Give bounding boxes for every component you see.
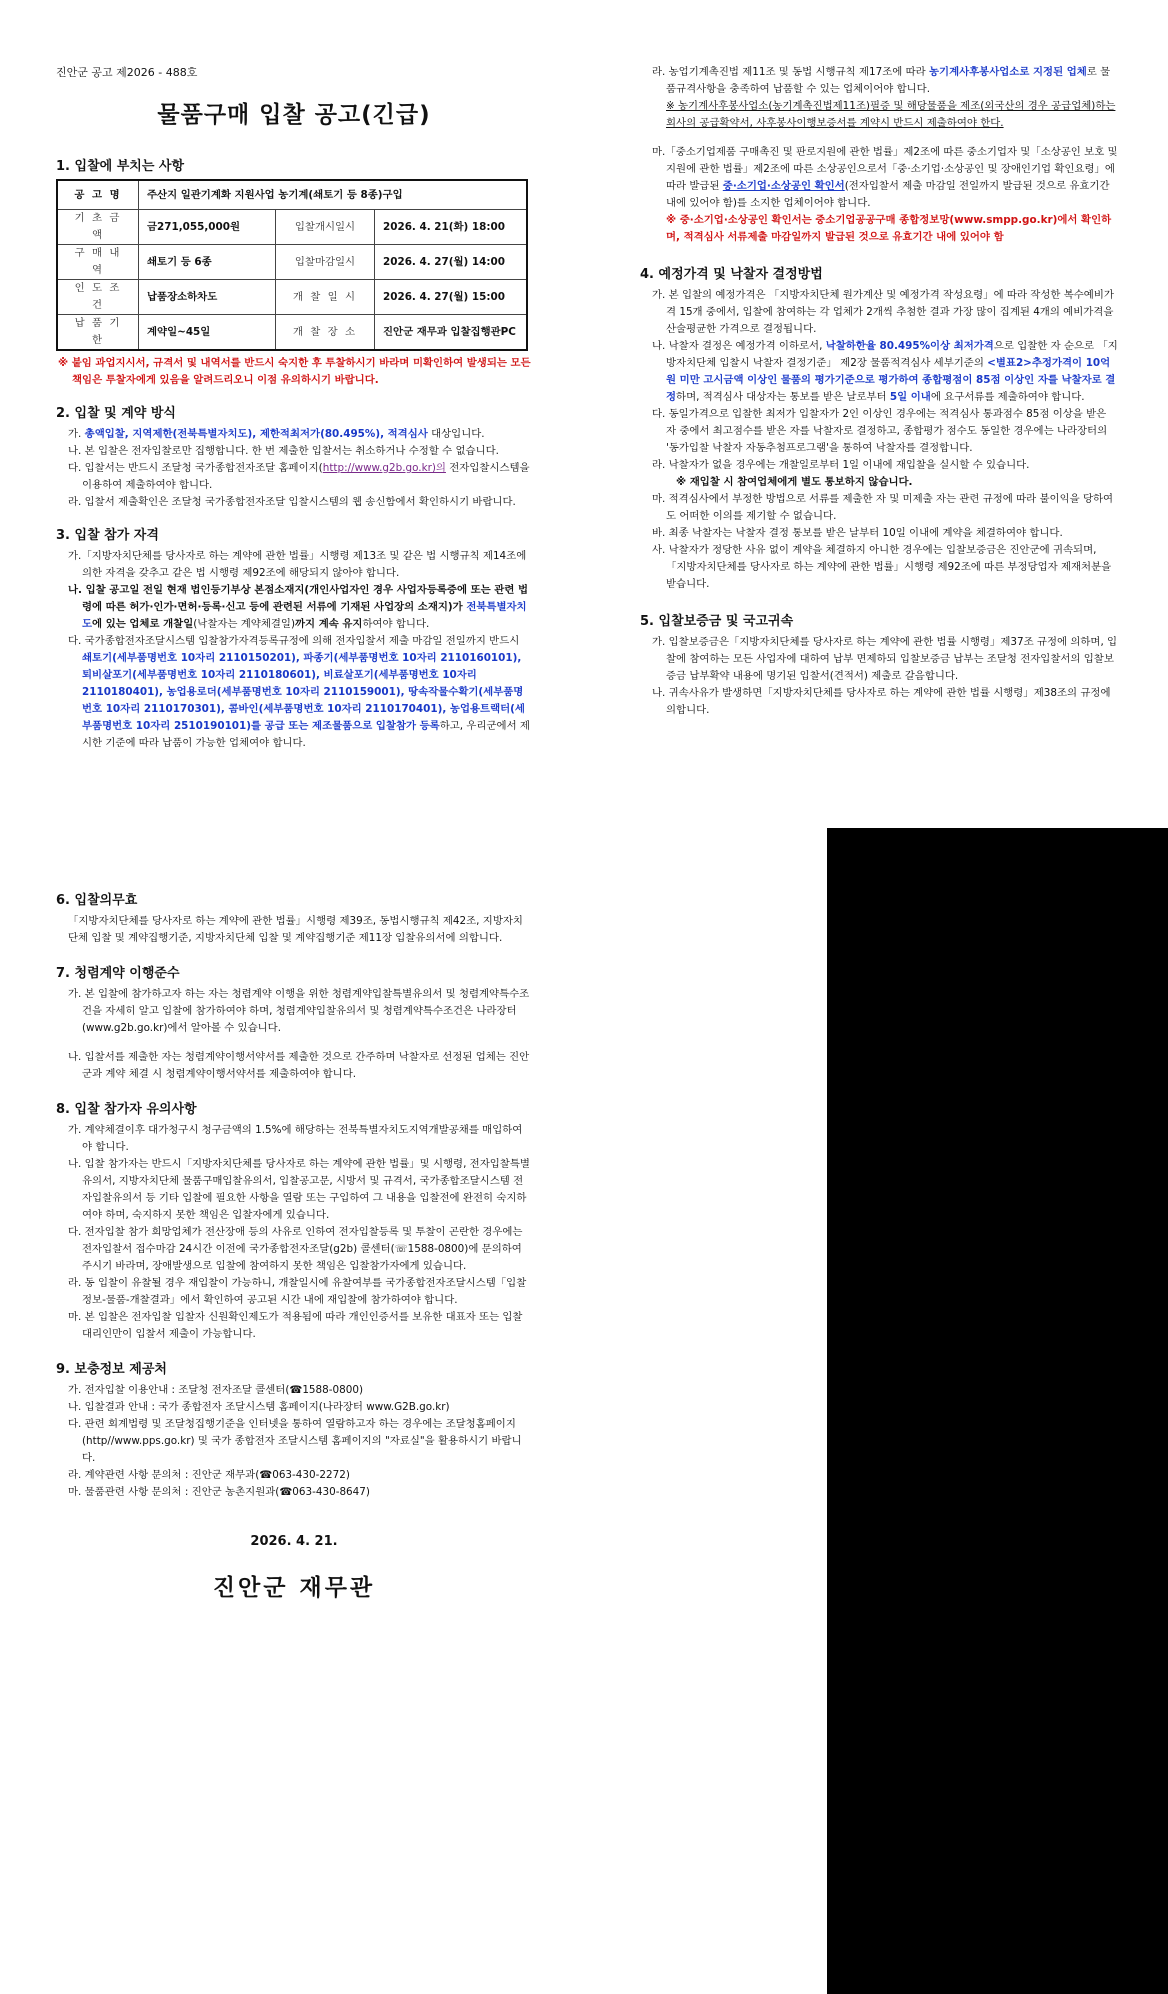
section-2-heading: 2. 입찰 및 계약 방식: [56, 406, 176, 421]
evaluation-criteria: <별표2>추정가격이 10억원 미만 고시금액 이상인 물품의 평가기준으로 평가하여 종합평점이 85점 이상인 자를 낙찰자로 결정: [666, 357, 1116, 403]
service-center: 농기계사후봉사업소로 지정된 업체: [929, 66, 1087, 78]
spacer: [640, 132, 1118, 144]
g2b-link[interactable]: http://www.g2b.go.kr)의: [322, 462, 446, 474]
table-header-cell: 개 찰 일 시: [276, 280, 375, 315]
section-9-item-ma: 마. 물품관련 사항 문의처 : 진안군 농촌지원과(☎063-430-8647): [68, 1486, 370, 1498]
section-8-item-da: 다. 전자입찰 참가 희망업체가 전산장애 등의 사유로 인하여 전자입찰등록 및 투찰이 곤란한 경우에는 전자입찰서 접수마감 24시간 이전에 국가종합전자조달(g2b) 콜센터(☏1588-0800)에 문의하여 주시기 바라며, 장애발생으로 입찰에 참여하지 못한 책임은 입찰참가자에게 있습니다.: [68, 1226, 523, 1272]
sme-certificate: 중·소기업·소상공인 확인서: [722, 180, 845, 192]
text: 에 요구서류를 제출하여야 합니다.: [930, 391, 1085, 403]
text: 로 물품규격사항을 충족하여 납품할 수 있는 업체이어야 합니다.: [666, 66, 1111, 95]
section-4-item-ra: 라. 낙찰자가 없을 경우에는 개찰일로부터 1일 이내에 재입찰을 실시할 수 있습니다.: [652, 459, 1030, 471]
text: (낙찰자는 계약체결일): [193, 618, 295, 630]
left-column: [56, 64, 532, 752]
purchase-items: 쇄토기 등 6종: [139, 245, 276, 280]
issuing-organization: 진안군 재무관: [212, 1575, 376, 1601]
redaction-block: [827, 828, 1168, 1994]
section-8-item-ma: 마. 본 입찰은 전자입찰 입찰자 신원확인제도가 적용됨에 따라 개인인증서를 보유한 대표자 또는 입찰대리인만이 입찰서 제출이 가능합니다.: [68, 1311, 523, 1340]
document-title: 물품구매 입찰 공고(긴급): [157, 102, 431, 128]
text: 전자입찰시스템을 이용하여 제출하여야 합니다.: [82, 462, 530, 491]
table-header-cell: 입찰마감일시: [276, 245, 375, 280]
text: 대상입니다.: [427, 428, 485, 440]
text: 하며, 적격심사 대상자는 통보를 받은 날로부터: [676, 391, 890, 403]
table-header-cell: 인 도 조 건: [57, 280, 139, 315]
section-5-item-na: 나. 귀속사유가 발생하면「지방자치단체를 당사자로 하는 계약에 관한 법률 시행령」제38조의 규정에 의합니다.: [652, 687, 1111, 716]
right-column: [640, 64, 1118, 719]
section-6-heading: 6. 입찰의무효: [56, 893, 138, 908]
announcement-name: 주산지 일관기계화 지원사업 농기계(쇄토기 등 8종)구입: [139, 180, 528, 210]
section-3-item-ma-note: ※ 중·소기업·소상공인 확인서는 중소기업공공구매 종합정보망(www.smpp.go.kr)에서 확인하며, 적격심사 서류제출 마감일까지 발급된 것으로 유효기간 내에 있어야 함: [666, 214, 1112, 243]
bid-info-table: [56, 179, 528, 351]
table-header-cell: 납 품 기 한: [57, 315, 139, 351]
lower-limit-rate: 낙찰하한율 80.495%이상 최저가격: [825, 340, 994, 352]
section-4-item-sa: 사. 낙찰자가 정당한 사유 없이 계약을 체결하지 아니한 경우에는 입찰보증금은 진안군에 귀속되며, 「지방자치단체를 당사자로 하는 계약에 관한 법률」시행령 제92조에 따른 부정당업자 제재처분을 받습니다.: [652, 544, 1112, 590]
delivery-deadline: 계약일~45일: [139, 315, 276, 351]
table-header-cell: 입찰개시일시: [276, 210, 375, 245]
section-7-item-ga: 가. 본 입찰에 참가하고자 하는 자는 청렴계약 이행을 위한 청렴계약입찰특별유의서 및 청렴계약특수조건을 자세히 알고 입찰에 참가하여야 하며, 청렴계약입찰유의서 및 청렴계약특수조건은 나라장터(www.g2b.go.kr)에서 알아볼 수 있습니다.: [68, 988, 530, 1034]
section-3-item-ma: [640, 144, 1118, 212]
section-4-item-ra-note: ※ 재입찰 시 참여업체에게 별도 통보하지 않습니다.: [676, 476, 913, 488]
text: 까지 계속 유지: [295, 618, 363, 630]
text: 나. 입찰 공고일 전일 현재 법인등기부상 본점소재지(개인사업자인 경우 사업자등록증에 또는 관련 법령에 따른 허가·인가·면허·등록·신고 등에 관련된 서류에 기재된 사업장의 소재지)가: [68, 584, 529, 613]
table-header-cell: 구 매 내 역: [57, 245, 139, 280]
bid-close-datetime: 2026. 4. 27(월) 14:00: [375, 245, 528, 280]
region: 전북특별자치도: [82, 601, 527, 630]
section-8-item-ra: 라. 동 입찰이 유찰될 경우 재입찰이 가능하니, 개찰일시에 유찰여부를 국가종합전자조달시스템「입찰정보-물품-개찰결과」에서 확인하여 공고된 시간 내에 재입찰에 참가하여야 합니다.: [68, 1277, 527, 1306]
table-row: [57, 280, 527, 315]
opening-place: 진안군 재무과 입찰집행관PC: [375, 315, 528, 351]
table-header-cell: 기 초 금 액: [57, 210, 139, 245]
table-header-cell: 개 찰 장 소: [276, 315, 375, 351]
section-4-item-ga: 가. 본 입찰의 예정가격은 「지방자치단체 원가계산 및 예정가격 작성요령」에 따라 작성한 복수예비가격 15개 중에서, 입찰에 참여하는 각 업체가 2개씩 추첨한 결과 가장 많이 집계된 4개의 예비가격을 산술평균한 가격으로 결정됩니다.: [652, 289, 1114, 335]
notice-number: 진안군 공고 제2026 - 488호: [56, 66, 198, 79]
section-2-item-na: 나. 본 입찰은 전자입찰로만 집행합니다. 한 번 제출한 입찰서는 취소하거나 수정할 수 없습니다.: [68, 445, 499, 457]
bid-start-datetime: 2026. 4. 21(화) 18:00: [375, 210, 528, 245]
text: 하여야 합니다.: [362, 618, 430, 630]
section-2-item-da: [56, 460, 532, 494]
product-codes: 쇄토기(세부품명번호 10자리 2110150201), 파종기(세부품명번호 10자리 2110160101), 퇴비살포기(세부품명번호 10자리 2110180601), 비료살포기(세부품명번호 10자리 2110180401), 농업용로더(세부품명번호 10자리 2110159001), 땅속작물수확기(세부품명번호 10자리 2110170301), 콤바인(세부품명번호 10자리 2110170401), 농업용트랙터(세부품명번호 10자리 2510190101)를 공급 또는 제조물품으로 입찰참가 등록: [82, 652, 525, 732]
section-8-item-ga: 가. 계약체결이후 대가청구시 청구금액의 1.5%에 해당하는 전북특별자치도지역개발공채를 매입하여야 합니다.: [68, 1124, 523, 1153]
section-6-body: 「지방자치단체를 당사자로 하는 계약에 관한 법률」시행령 제39조, 동법시행규칙 제42조, 지방자치단체 입찰 및 계약집행기준, 지방자치단체 입찰 및 계약집행기준 제11장 입찰유의서에 의합니다.: [68, 915, 523, 944]
text: 나. 낙찰자 결정은 예정가격 이하로서,: [652, 340, 826, 352]
section-3-item-ra: [640, 64, 1118, 98]
table-row: [57, 210, 527, 245]
table-row: [57, 245, 527, 280]
contract-method: 총액입찰, 지역제한(전북특별자치도), 제한적최저가(80.495%), 적격심사: [84, 428, 428, 440]
section-8-heading: 8. 입찰 참가자 유의사항: [56, 1102, 197, 1117]
section-8-item-na: 나. 입찰 참가자는 반드시「지방자치단체를 당사자로 하는 계약에 관한 법률」및 시행령, 전자입찰특별유의서, 지방자치단체 물품구매입찰유의서, 입찰공고문, 시방서 및 규격서, 국가종합조달시스템 전자입찰유의서 등 기타 입찰에 필요한 사항을 열람 또는 구입하여 그 내용을 입찰전에 완전히 숙지하여야 하며, 숙지하지 못한 책임은 입찰자에게 있습니다.: [68, 1158, 530, 1221]
table-header-cell: 공 고 명: [57, 180, 139, 210]
section-9-heading: 9. 보충정보 제공처: [56, 1362, 167, 1377]
section-4-item-na: [640, 338, 1118, 406]
section-1-warning: ※ 붙임 과업지시서, 규격서 및 내역서를 반드시 숙지한 후 투찰하시기 바라며 미확인하여 발생되는 모든 책임은 투찰자에게 있음을 알려드리오니 이점 유의하시기 바랍니다.: [58, 357, 531, 386]
section-3-item-da: [56, 633, 532, 752]
section-9-item-ra: 라. 계약관련 사항 문의처 : 진안군 재무과(☎063-430-2272): [68, 1469, 350, 1481]
section-4-item-ma: 마. 적격심사에서 부정한 방법으로 서류를 제출한 자 및 미제출 자는 관련 규정에 따라 불이익을 당하여도 어떠한 이의를 제기할 수 없습니다.: [652, 493, 1114, 522]
text: (전자입찰서 제출 마감일 전일까지 발급된 것으로 유효기간 내에 있어야 함)를 소지한 업체이어야 합니다.: [666, 180, 1110, 209]
table-row: [57, 180, 527, 210]
text: 가.: [68, 428, 85, 440]
bottom-column: [56, 892, 532, 1601]
table-row: [57, 315, 527, 351]
section-7-heading: 7. 청렴계약 이행준수: [56, 966, 180, 981]
text: 으로 입찰한 자 순으로 「지방자치단체 입찰시 낙찰자 결정기준」 제2장 물품적격심사 세부기준의: [666, 340, 1118, 369]
section-2-item-ra: 라. 입찰서 제출확인은 조달청 국가종합전자조달 입찰시스템의 웹 송신함에서 확인하시기 바랍니다.: [68, 496, 516, 508]
text: 라. 농업기계촉진법 제11조 및 동법 시행규칙 제17조에 따라: [652, 66, 929, 78]
section-1-heading: 1. 입찰에 부치는 사항: [56, 159, 185, 174]
opening-datetime: 2026. 4. 27(월) 15:00: [375, 280, 528, 315]
section-3-item-ga: 가.「지방자치단체를 당사자로 하는 계약에 관한 법률」시행령 제13조 및 같은 법 시행규칙 제14조에 의한 자격을 갖추고 같은 법 시행령 제92조에 해당되지 않아야 합니다.: [68, 550, 527, 579]
announcement-date: 2026. 4. 21.: [250, 1534, 338, 1549]
delivery-terms: 납품장소하차도: [139, 280, 276, 315]
section-3-item-ra-note: ※ 농기계사후봉사업소(농기계촉진법제11조)필증 및 해당물품을 제조(외국산의 경우 공급업체)하는 회사의 공급확약서, 사후봉사이행보증서를 계약시 반드시 제출하여야 한다.: [666, 100, 1116, 129]
section-4-item-da: 다. 동일가격으로 입찰한 최저가 입찰자가 2인 이상인 경우에는 적격심사 통과점수 85점 이상을 받은 자 중에서 최고점수를 받은 자를 낙찰자로 결정하고, 종합평가 점수도 동일한 경우에는 나라장터의 '동가입찰 낙찰자 자동추첨프로그램'을 통하여 낙찰자를 결정합니다.: [652, 408, 1108, 454]
spacer: [56, 1037, 532, 1049]
section-2-item-ga: [56, 426, 532, 443]
submission-period: 5일 이내: [889, 391, 931, 403]
section-4-heading: 4. 예정가격 및 낙찰자 결정방법: [640, 267, 823, 282]
section-4-item-ba: 바. 최종 낙찰자는 낙찰자 결정 통보를 받은 날부터 10일 이내에 계약을 체결하여야 합니다.: [652, 527, 1063, 539]
base-amount: 금271,055,000원: [139, 210, 276, 245]
section-7-item-na: 나. 입찰서를 제출한 자는 청렴계약이행서약서를 제출한 것으로 간주하며 낙찰자로 선정된 업체는 진안군과 계약 체결 시 청렴계약이행서약서를 제출하여야 합니다.: [68, 1051, 530, 1080]
section-5-heading: 5. 입찰보증금 및 국고귀속: [640, 614, 794, 629]
section-3-heading: 3. 입찰 참가 자격: [56, 528, 159, 543]
text: 마.「중소기업제품 구매촉진 및 판로지원에 관한 법률」제2조에 따른 중소기업자 및「소상공인 보호 및 지원에 관한 법률」제2조에 따른 소상공인으로서「중·소기업·소상공인 및 장애인기업 확인요령」에 따라 발급된: [652, 146, 1118, 192]
section-5-item-ga: 가. 입찰보증금은「지방자치단체를 당사자로 하는 계약에 관한 법률 시행령」제37조 규정에 의하며, 입찰에 참여하는 모든 사업자에 대하여 납부 면제하되 입찰보증금 납부는 조달청 전자입찰서의 입찰보증금 납부확약 내용에 명기된 입찰서(견적서) 제출로 갈음합니다.: [652, 636, 1118, 682]
section-9-item-da: 다. 관련 회계법령 및 조달청집행기준을 인터넷을 통하여 열람하고자 하는 경우에는 조달청홈페이지(http//www.pps.go.kr) 및 국가 종합전자 조달시스템 홈페이지의 "자료실"을 활용하시기 바랍니다.: [68, 1418, 522, 1464]
section-9-item-ga: 가. 전자입찰 이용안내 : 조달청 전자조달 콜센터(☎1588-0800): [68, 1384, 364, 1396]
text: 에 있는 업체로 개찰일: [92, 618, 194, 630]
text: 다. 국가종합전자조달시스템 입찰참가자격등록규정에 의해 전자입찰서 제출 마감일 전일까지 반드시: [68, 635, 520, 647]
section-9-item-na: 나. 입찰결과 안내 : 국가 종합전자 조달시스템 홈페이지(나라장터 www.G2B.go.kr): [68, 1401, 450, 1413]
text: 하고, 우리군에서 제시한 기준에 따라 납품이 가능한 업체여야 합니다.: [82, 720, 530, 749]
section-3-item-na: [56, 582, 532, 633]
text: 다. 입찰서는 반드시 조달청 국가종합전자조달 홈페이지(: [68, 462, 323, 474]
